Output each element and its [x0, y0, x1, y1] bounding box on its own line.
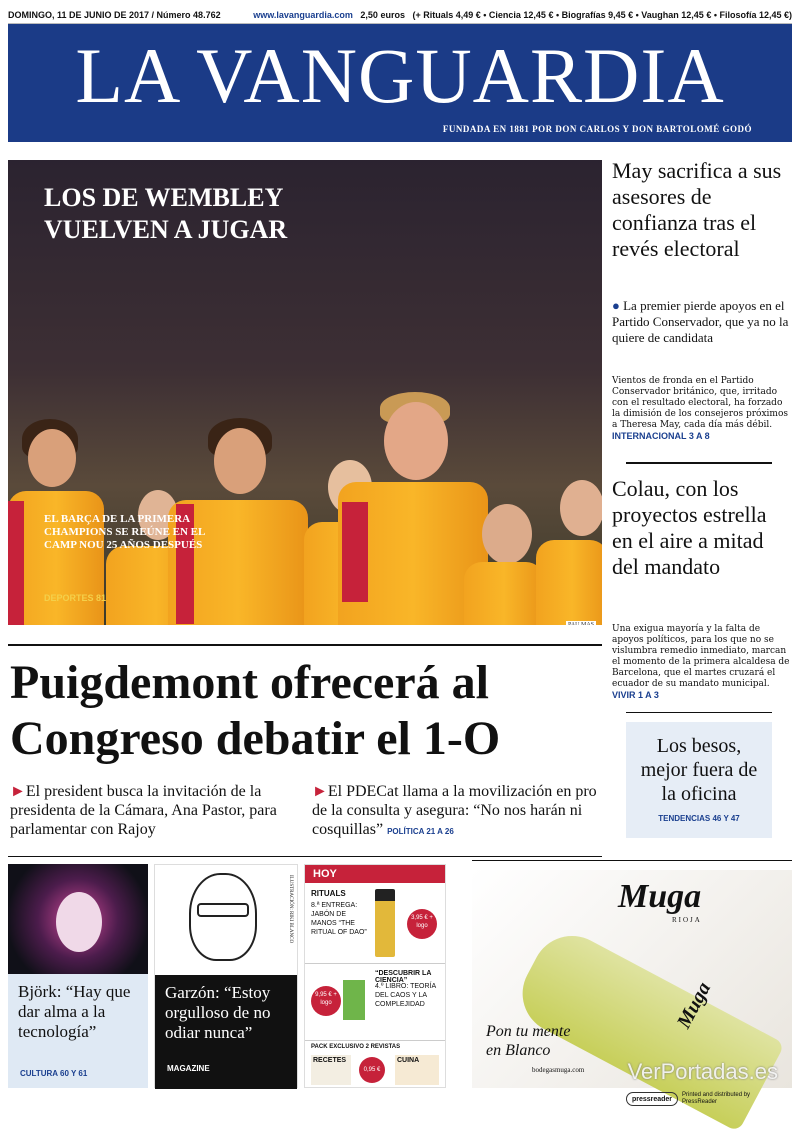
print-credit: Printed and distributed by PressReader — [682, 1092, 751, 1105]
muga-ad[interactable] — [472, 870, 792, 1088]
bjork-promo[interactable] — [8, 864, 148, 1088]
pressreader-badge: pressreader — [626, 1092, 678, 1106]
photo-title: LOS DE WEMBLEY VUELVEN A JUGAR — [44, 183, 288, 244]
magazine-cover: RECETES — [311, 1055, 351, 1085]
watermark: VerPortadas.es — [627, 1059, 778, 1084]
muga-site: bodegasmuga.com — [532, 1066, 585, 1074]
may-section-ref[interactable]: INTERNACIONAL 3 A 8 — [612, 431, 710, 441]
triangle-bullet-icon: ► — [10, 783, 26, 800]
garzon-section-ref[interactable]: MAGAZINE — [167, 1064, 210, 1073]
website-link[interactable]: www.lavanguardia.com — [253, 9, 353, 20]
hoy-promo[interactable] — [304, 864, 446, 1088]
main-section-ref[interactable]: POLÍTICA 21 A 26 — [387, 827, 454, 836]
photo-caption: EL BARÇA DE LA PRIMERA CHAMPIONS SE REÚNE EN EL CAMP NOU 25 AÑOS DESPUÉS — [44, 513, 205, 551]
muga-slogan: Pon tu mente en Blanco — [486, 1023, 571, 1059]
garzon-promo[interactable] — [154, 864, 298, 1088]
illustration-credit: ILUSTRACIÓN: RIKI BLANCO — [288, 875, 293, 944]
colau-headline[interactable]: Colau, con los proyectos estrella en el aire a mitad del mandato — [612, 476, 767, 579]
hoy-item-ciencia[interactable]: 9,95 € + logo “DESCUBRIR LA CIENCIA” 4.º LIBRO: TEORÍA DEL CAOS Y LA COMPLEJIDAD — [305, 964, 445, 1041]
bjork-section-ref[interactable]: CULTURA 60 Y 61 — [20, 1069, 88, 1078]
photo-section-ref[interactable]: DEPORTES 81 — [44, 593, 107, 603]
bjork-headline: Björk: “Hay que dar alma a la tecnología” — [18, 982, 131, 1041]
divider — [626, 712, 772, 713]
divider — [472, 860, 792, 861]
soap-bottle-icon — [375, 889, 395, 957]
divider — [626, 462, 772, 464]
may-bullet: ● La premier pierde apoyos en el Partido Conservador, que ya no la quiere de candidata — [612, 298, 789, 345]
top-info-bar — [8, 6, 792, 24]
hoy-title: HOY — [305, 865, 445, 883]
price: 2,50 euros — [360, 9, 405, 20]
colau-section-ref[interactable]: VIVIR 1 A 3 — [612, 690, 659, 700]
garzon-illustration — [155, 865, 297, 973]
muga-sub: RIOJA — [672, 916, 702, 924]
hoy-item-pack[interactable]: PACK EXCLUSIVO 2 REVISTAS RECETES 0,95 € CUINA — [305, 1041, 445, 1089]
may-body: Vientos de fronda en el Partido Conservador británico, que, irritado con el resultado electoral, ha forzado la dimisión de los consejeros próximos a Theresa May, cada día más débil. INTERNACIONAL 3 A 8 — [612, 376, 788, 441]
may-headline[interactable]: May sacrifica a sus asesores de confianza tras el revés electoral — [612, 158, 782, 261]
face-shape — [56, 892, 102, 952]
besos-box[interactable] — [626, 722, 772, 838]
divider — [8, 856, 602, 857]
date-issue: DOMINGO, 11 DE JUNIO DE 2017 / Número 48.762 — [8, 9, 221, 20]
price-badge: 0,95 € — [359, 1057, 385, 1083]
besos-section-ref[interactable]: TENDENCIAS 46 Y 47 — [658, 814, 740, 823]
garzon-headline: Garzón: “Estoy orgulloso de no odiar nunca” MAGAZINE — [155, 975, 297, 1089]
newspaper-logo: LA VANGUARDIA — [75, 32, 725, 119]
main-sub-right: ►El PDECat llama a la movilización en pro de la consulta y asegura: “No nos harán ni cosquillas” POLÍTICA 21 A 26 — [312, 783, 597, 838]
bullet-dot-icon: ● — [612, 298, 620, 313]
price-badge: 3,95 € + logo — [407, 909, 437, 939]
lead-photo[interactable] — [8, 160, 602, 625]
price-badge: 9,95 € + logo — [311, 986, 341, 1016]
colau-body: Una exigua mayoría y la falta de apoyos políticos, para los que no se vislumbra remedio inmediato, marcan el momento de la primera alcaldesa de Barcelona, que el martes cruzará el ecuador de su mandato municipal. VIVIR 1 A 3 — [612, 624, 790, 700]
besos-headline: Los besos, mejor fuera de la oficina — [640, 735, 758, 805]
photo-credit: PAU MAS — [566, 621, 596, 625]
book-icon — [343, 980, 365, 1020]
magazine-cover: CUINA — [395, 1055, 439, 1085]
bjork-image — [8, 864, 148, 974]
main-sub-left: ►El president busca la invitación de la presidenta de la Cámara, Ana Pastor, para parlamentar con Rajoy — [10, 783, 277, 838]
glasses-sketch — [197, 903, 249, 917]
hoy-item-rituals[interactable]: RITUALS 8.ª ENTREGA: JABÓN DE MANOS “THE RITUAL OF DAO” 3,95 € + logo — [305, 883, 445, 964]
extras-prices: (+ Rituals 4,49 € • Ciencia 12,45 € • Biografías 9,45 € • Vaughan 12,45 € • Filosofía 12,45 €) — [412, 9, 792, 20]
face-sketch — [189, 873, 257, 961]
main-headline[interactable]: Puigdemont ofrecerá al Congreso debatir el 1-O — [10, 656, 501, 765]
muga-brand: Muga — [618, 878, 702, 915]
masthead — [8, 24, 792, 142]
founded-line: FUNDADA EN 1881 POR DON CARLOS Y DON BARTOLOMÉ GODÓ — [442, 124, 752, 134]
divider — [8, 644, 602, 646]
bottle-label: Muga — [672, 978, 716, 1033]
triangle-bullet-icon: ► — [312, 783, 328, 800]
